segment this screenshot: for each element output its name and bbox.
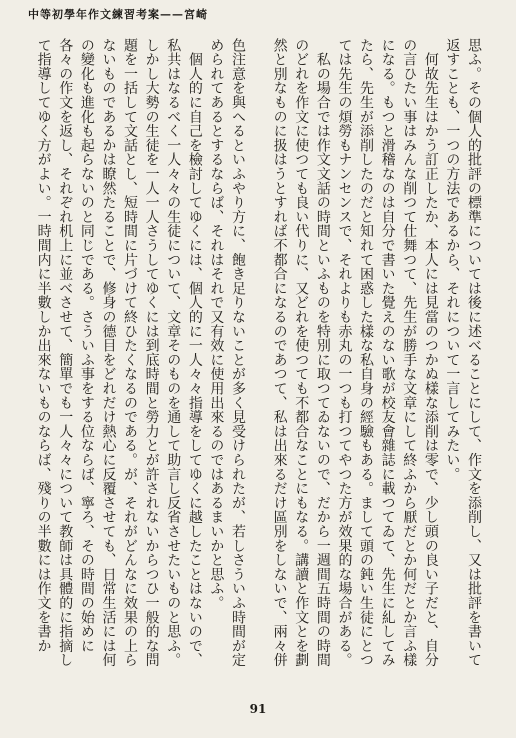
text-column-right-side [266,38,484,678]
running-header: 中等初學年作文練習考案——宮崎 [28,8,208,21]
body-text-first-column: 思ふ。その個人的批評の標準については後に述べることにして、作文を添削し、又は批評を書いて返すことも、一つの方法であるから、それについて一言してみたい。 何故先生はかう訂正したか、本人には見當のつかぬ樣な添削は零で、少し頭の良い子だと、自分の言ひたい事はみんな削つて仕舞つて、先生が勝手な文章にして終ふから厭だとか何だとか言ふ樣になる。もつと滑稽なのは自分で書いた覺えのない歌が校友會雜誌に載つてゐて、先生に糺してみたら、先生が添削したのだと知れて困惑した樣な私自身の經驗もある。まして頭の鈍い生徒にとつては先生の煩勞もナンセンスで、それよりも赤丸の一つも打つてやつた方が效果的な場合がある。 私の場合では作文文話の時間といふものを特別に取つてゐないので、だから一週間五時間の時間のどれを作文に使つても良い代りに、又どれを使つても不都合なことにもなる。講讀と作文とを劃然と別なものに扱はうとすれば不都合になるのであつて、私は出來るだけ區別をしないで、兩々併 [271,38,482,668]
body-text-second-column: 色注意を與へるといふやり方に、飽き足りないことが多く見受けられたが、若しさういふ時間が定められてあるとするならば、それはそれで又有效に使用出來るのではあるまいかと思ふ。 個人的に自己を檢討してゆくには、個人的に一人々々指導をしてゆくに越したことはないので、私共はなるべく一人々々の生徒について、文章そのものを通して助言し反省させたいものと思ふ。しかし大勢の生徒を一人一人さうしてゆくには到底時間と勞力とが許されないからつひ一般的な問題を一括して文話とし、短時間に片づけて終ひたくなるのである。が、それがどんなに效果の上らないものであるかは瞭然たることで、修身の德目をどれだけ熱心に反覆させても、日常生活には何の變化も進化も起らないのと同じである。さういふ事をする位ならば、寧ろ、その時間の始めに各々の作文を返し、それぞれ机上に並べさせて、簡單でも一人々々について教師は具體的に指摘して指導してゆく方がよい。一時間内に半數しか出來ないものならば、殘りの半數には作文を書か [35,38,246,668]
text-column-left-side [30,38,248,678]
page-number: 91 [249,702,267,716]
